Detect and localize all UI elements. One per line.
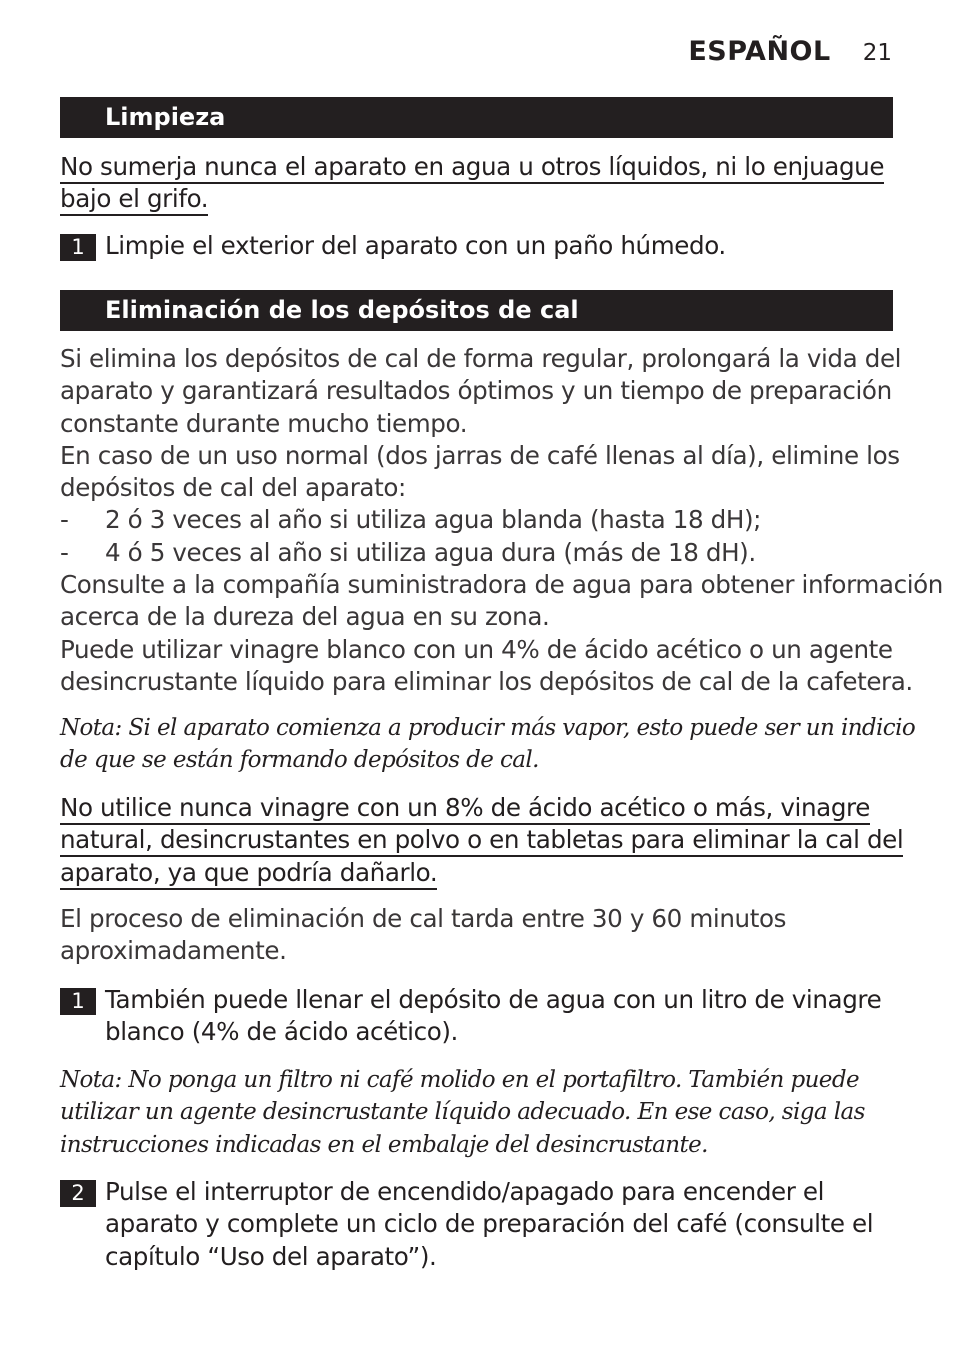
note-line: de que se están formando depósitos de cal.	[60, 747, 539, 774]
paragraph-line: constante durante mucho tiempo.	[60, 408, 468, 438]
paragraph-line: El proceso de eliminación de cal tarda entre 30 y 60 minutos	[60, 904, 787, 933]
section-heading-descaling: Eliminación de los depósitos de cal	[60, 290, 893, 331]
warning-line: aparato, ya que podría dañarlo.	[60, 858, 437, 890]
bullet-item: - 2 ó 3 veces al año si utiliza agua blanda (hasta 18 dH);	[60, 504, 900, 536]
bullet-item: - 4 ó 5 veces al año si utiliza agua dura (más de 18 dH).	[60, 537, 900, 569]
paragraph-line: Si elimina los depósitos de cal de forma regular, prolongará la vida del	[60, 344, 902, 373]
descaling-intro	[60, 343, 943, 698]
cleaning-warning	[60, 151, 900, 216]
note-line: instrucciones indicadas en el embalaje del desincrustante.	[60, 1131, 708, 1158]
step-text: Limpie el exterior del aparato con un paño húmedo.	[105, 231, 726, 260]
note-steam	[60, 712, 916, 777]
step-number: 1	[60, 234, 96, 261]
note-line: Nota: No ponga un filtro ni café molido en el portafiltro. También puede	[60, 1067, 859, 1093]
paragraph-line: En caso de un uso normal (dos jarras de café llenas al día), elimine los	[60, 440, 900, 470]
page-header	[688, 36, 892, 67]
step-text: También puede llenar el depósito de agua con un litro de vinagre blanco (4% de ácido acético).	[105, 985, 882, 1047]
warning-line: No utilice nunca vinagre con un 8% de ácido acético o más, vinagre	[60, 793, 870, 825]
vinegar-warning	[60, 792, 904, 889]
paragraph-line: depósitos de cal del aparato:	[60, 473, 406, 503]
paragraph-line: aproximadamente.	[60, 936, 287, 966]
paragraph-line: Puede utilizar vinagre blanco con un 4% de ácido acético o un agente	[60, 634, 893, 664]
warning-line: natural, desincrustantes en polvo o en tabletas para eliminar la cal del	[60, 825, 903, 857]
step-text: Pulse el interruptor de encendido/apagado para encender el aparato y complete un ciclo de preparación del café (consulte el capítulo “Uso del aparato”).	[105, 1177, 874, 1271]
paragraph-line: acerca de la dureza del agua en su zona.	[60, 602, 550, 632]
page-number: 21	[862, 40, 892, 66]
step-number: 2	[60, 1180, 96, 1207]
note-filter	[60, 1064, 900, 1161]
paragraph-line: Consulte a la compañía suministradora de agua para obtener información	[60, 570, 943, 600]
paragraph-line: desincrustante líquido para eliminar los depósitos de cal de la cafetera.	[60, 666, 913, 696]
step-number: 1	[60, 988, 96, 1015]
descaling-duration	[60, 903, 900, 968]
section-heading-limpieza: Limpieza	[60, 97, 893, 138]
bullet-dash: -	[60, 505, 69, 535]
note-line: Nota: Si el aparato comienza a producir más vapor, esto puede ser un indicio	[60, 715, 916, 741]
language-label: ESPAÑOL	[688, 36, 831, 67]
note-line: utilizar un agente desincrustante líquido adecuado. En ese caso, siga las	[60, 1099, 865, 1126]
warning-line: No sumerja nunca el aparato en agua u otros líquidos, ni lo enjuague	[60, 152, 884, 184]
warning-line: bajo el grifo.	[60, 184, 208, 216]
paragraph-line: aparato y garantizará resultados óptimos y un tiempo de preparación	[60, 376, 892, 406]
bullet-dash: -	[60, 537, 69, 567]
